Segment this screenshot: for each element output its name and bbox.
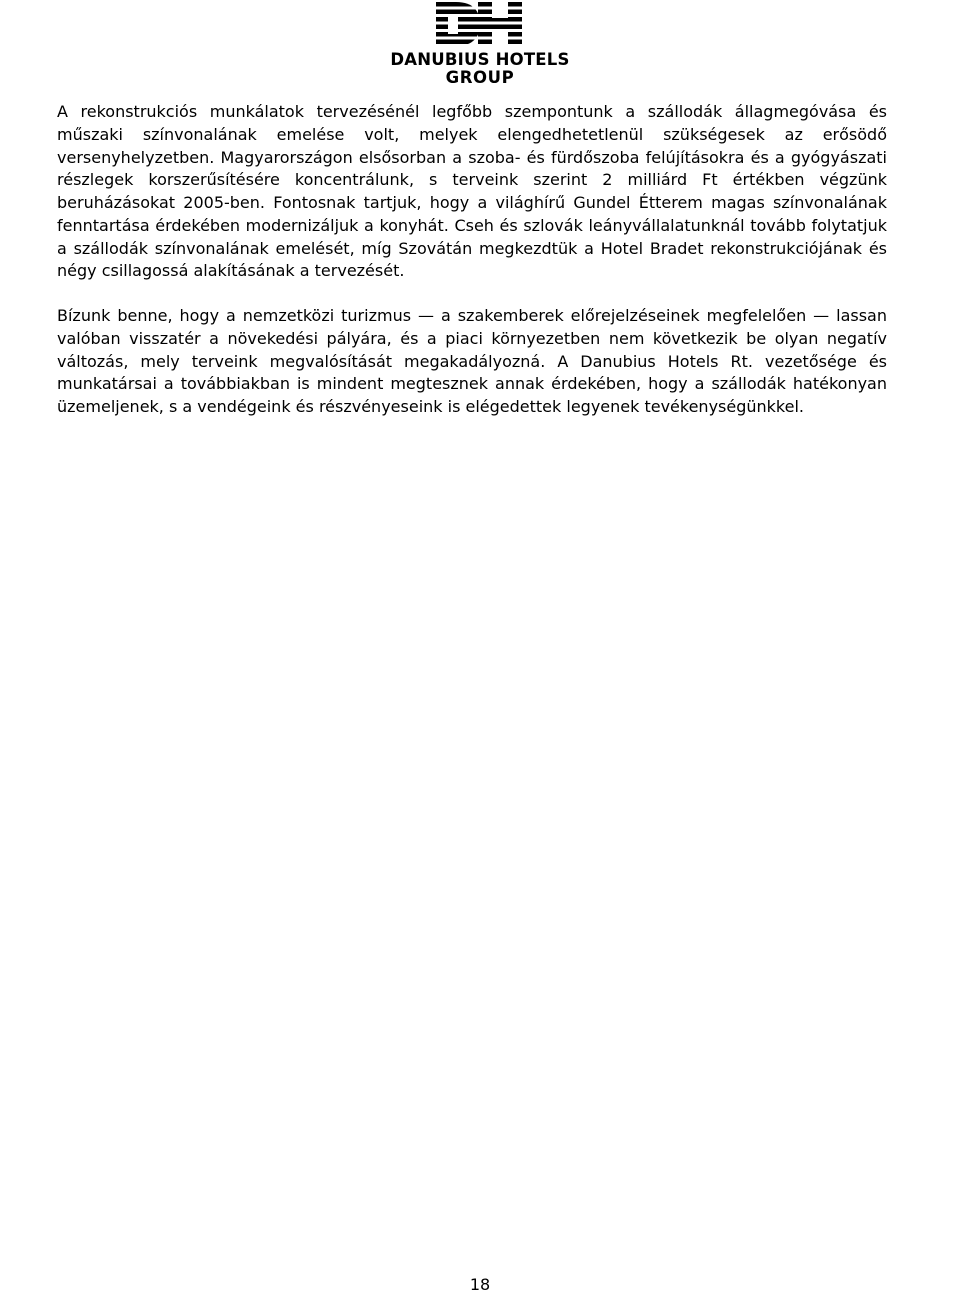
danubius-hotels-logo [360,0,600,90]
paragraph-reconstruction-plans: A rekonstrukciós munkálatok tervezésénél legfőbb szempontunk a szállodák állagmegóvása és műszaki színvonalának emelése volt, melyek elengedhetetlenül szükségesek az erősödő versenyhelyzetben. Magyarországon elsősorban a szoba- és fürdőszoba felújításokra és a gyógyászati részlegek korszerűsítésére koncentrálunk, s terveink szerint 2 milliárd Ft értékben végzünk beruházásokat 2005-ben. Fontosnak tartjuk, hogy a világhírű Gundel Étterem magas színvonalának fenntartása érdekében modernizáljuk a konyhát. Cseh és szlovák leányvállalatunknál tovább folytatjuk a szállodák színvonalának emelését, míg Szovátán megkezdtük a Hotel Bradet rekonstrukciójának és négy csillagossá alakításának a tervezését. [57,102,887,281]
dh-monogram-icon [434,0,524,48]
document-body [57,101,887,419]
logo-group-label: GROUP [445,68,515,87]
paragraph-tourism-outlook: Bízunk benne, hogy a nemzetközi turizmus — a szakemberek előrejelzéseinek megfelelően — lassan valóban visszatér a növekedési pályára, és a piaci környezetben nem következik be olyan negatív változás, mely terveink megvalósítását megakadályozná. A Danubius Hotels Rt. vezetősége és munkatársai a továbbiakban is mindent megtesznek annak érdekében, hogy a szállodák hatékonyan üzemeljenek, s a vendégeink és részvényeseink is elégedettek legyenek tevékenységünkkel. [57,306,887,416]
logo-company-name: DANUBIUS HOTELS [390,50,570,69]
page-number: 18 [469,1275,491,1294]
